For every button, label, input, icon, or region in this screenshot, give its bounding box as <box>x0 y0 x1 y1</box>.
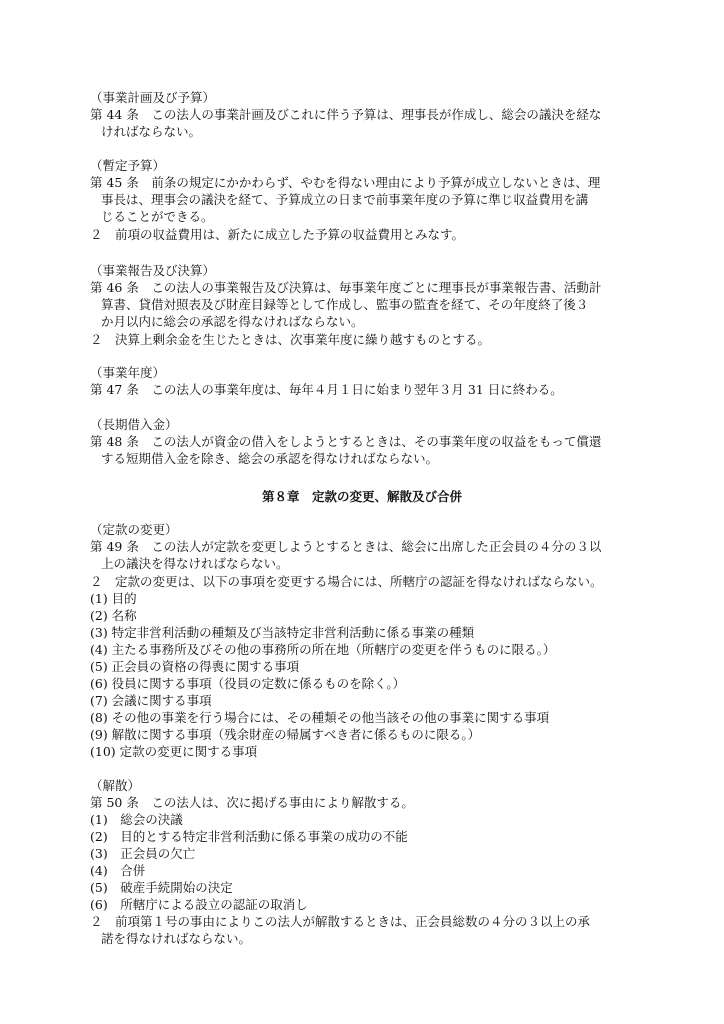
list-item: (5) 正会員の資格の得喪に関する事項 <box>90 659 300 674</box>
article-45-line: 第 45 条 前条の規定にかかわらず、やむを得ない理由により予算が成立しないときは、理 <box>90 175 601 190</box>
list-item: (3) 正会員の欠亡 <box>90 846 196 861</box>
list-item: (4) 主たる事務所及びその他の事務所の所在地（所轄庁の変更を伴うものに限る。） <box>90 642 556 657</box>
article-50-line: 第 50 条 この法人は、次に掲げる事由により解散する。 <box>90 795 414 810</box>
article-49-paragraph-2: ２ 定款の変更は、以下の事項を変更する場合には、所轄庁の認証を得なければならない。 <box>90 574 603 589</box>
article-49-line: 第 49 条 この法人が定款を変更しようとするときは、総会に出席した正会員の４分の３以 <box>90 539 602 554</box>
list-item: (8) その他の事業を行う場合には、その種類その他当該その他の事業に関する事項 <box>90 710 550 725</box>
list-item: (9) 解散に関する事項（残余財産の帰属すべき者に係るものに限る。） <box>90 727 481 742</box>
article-44-line: ければならない。 <box>101 124 202 139</box>
article-48-heading: （長期借入金） <box>90 417 178 432</box>
article-47-line: 第 47 条 この法人の事業年度は、毎年４月１日に始まり翌年３月 31 日に終わる。 <box>90 382 563 397</box>
list-item: (2) 目的とする特定非営利活動に係る事業の成功の不能 <box>90 829 408 844</box>
list-item: (2) 名称 <box>90 608 137 623</box>
list-item: (3) 特定非営利活動の種類及び当該特定非営利活動に係る事業の種類 <box>90 625 475 640</box>
list-item: (10) 定款の変更に関する事項 <box>90 744 258 759</box>
article-46-line: か月以内に総会の承認を得なければならない。 <box>101 314 364 329</box>
article-45-line: 事長は、理事会の議決を経て、予算成立の日まで前事業年度の予算に準じ収益費用を講 <box>101 192 589 207</box>
article-46-paragraph-2: ２ 決算上剰余金を生じたときは、次事業年度に繰り越すものとする。 <box>90 332 491 347</box>
article-50-heading: （解散） <box>90 778 141 793</box>
chapter-title: 第８章 定款の変更、解散及び合併 <box>261 489 462 504</box>
article-46-line: 第 46 条 この法人の事業報告及び決算は、毎事業年度ごとに理事長が事業報告書、活動計 <box>90 280 602 295</box>
article-49-line: 上の議決を得なければならない。 <box>101 556 289 571</box>
article-50-paragraph-2: ２ 前項第１号の事由によりこの法人が解散するときは、正会員総数の４分の３以上の承 <box>90 914 591 929</box>
article-45-heading: （暫定予算） <box>90 158 166 173</box>
article-49-heading: （定款の変更） <box>90 522 178 537</box>
article-45-line: じることができる。 <box>101 209 214 224</box>
article-45-paragraph-2: ２ 前項の収益費用は、新たに成立した予算の収益費用とみなす。 <box>90 227 465 242</box>
article-48-line: する短期借入金を除き、総会の承認を得なければならない。 <box>101 451 439 466</box>
list-item: (1) 総会の決議 <box>90 812 183 827</box>
article-46-line: 算書、貸借対照表及び財産目録等として作成し、監事の監査を経て、その年度終了後３ <box>101 297 589 312</box>
list-item: (6) 役員に関する事項（役員の定数に係るものを除く。） <box>90 676 406 691</box>
list-item: (5) 破産手続開始の決定 <box>90 880 233 895</box>
article-44-line: 第 44 条 この法人の事業計画及びこれに伴う予算は、理事長が作成し、総会の議決を経な <box>90 107 602 122</box>
article-50-line: 諾を得なければならない。 <box>101 931 252 946</box>
article-47-heading: （事業年度） <box>90 365 166 380</box>
list-item: (7) 会議に関する事項 <box>90 693 212 708</box>
article-44-heading: （事業計画及び予算） <box>90 90 216 105</box>
list-item: (4) 合併 <box>90 863 146 878</box>
article-48-line: 第 48 条 この法人が資金の借入をしようとするときは、その事業年度の収益をもって償還 <box>90 434 602 449</box>
list-item: (1) 目的 <box>90 591 137 606</box>
list-item: (6) 所轄庁による設立の認証の取消し <box>90 897 308 912</box>
article-46-heading: （事業報告及び決算） <box>90 263 216 278</box>
